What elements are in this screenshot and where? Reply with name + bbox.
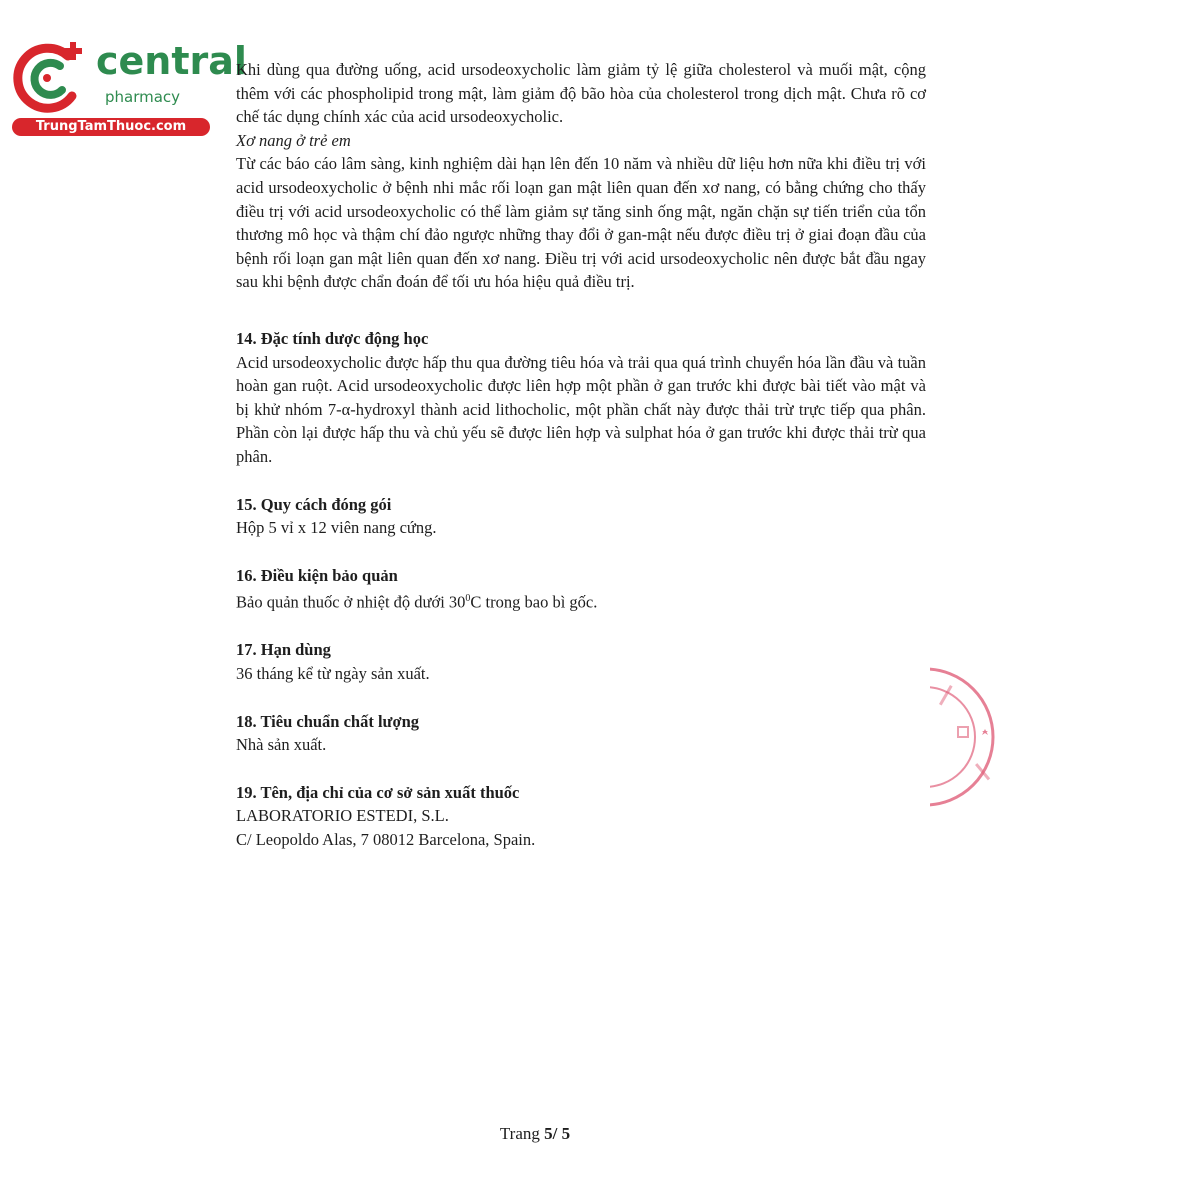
section-14 <box>236 327 926 469</box>
section-15-title: 15. Quy cách đóng gói <box>236 494 392 514</box>
logo-subtitle: pharmacy <box>105 88 181 106</box>
section-14-title: 14. Đặc tính dược động học <box>236 328 429 348</box>
manufacturer-address: C/ Leopoldo Alas, 7 08012 Barcelona, Spain. <box>236 829 536 849</box>
page-label: Trang <box>499 1124 545 1143</box>
cystic-fibrosis-paragraph: Từ các báo cáo lâm sàng, kinh nghiệm dài hạn lên đến 10 năm và nhiều dữ liệu hơn nữa khi điều trị với acid ursodeoxycholic ở bệnh nhi mắc rối loạn gan mật liên quan đến xơ nang, có bằng chứng cho thấy điều trị với acid ursodeoxycholic có thể làm giảm sự tăng sinh ống mật, ngăn chặn sự tiến triển của tổn thương mô học và thậm chí đảo ngược những thay đổi ở gan-mật nếu được điều trị ở giai đoạn đầu của bệnh rối loạn gan mật liên quan đến xơ nang. Điều trị với acid ursodeoxycholic nên được bắt đầu ngay sau khi bệnh được chẩn đoán để tối ưu hóa hiệu quả điều trị. <box>236 154 926 292</box>
section-16-body <box>236 587 926 614</box>
logo-website-badge: TrungTamThuoc.com <box>12 118 210 136</box>
red-stamp-icon <box>930 665 1000 810</box>
section-19-title: 19. Tên, địa chỉ của cơ sở sản xuất thuốc <box>236 782 520 802</box>
page-number: 5/ 5 <box>544 1124 571 1143</box>
section-18-title: 18. Tiêu chuẩn chất lượng <box>236 711 420 731</box>
section-17-body: 36 tháng kể từ ngày sản xuất. <box>236 663 430 683</box>
central-pharmacy-logo <box>10 38 247 138</box>
section-18-body: Nhà sản xuất. <box>236 735 327 755</box>
intro-paragraph: Khi dùng qua đường uống, acid ursodeoxycholic làm giảm tỷ lệ giữa cholesterol và muối mật, cộng thêm với các phospholipid trong mật, làm giảm độ bão hòa của cholesterol trong dịch mật. Chưa rõ cơ chế tác dụng chính xác của acid ursodeoxycholic. <box>236 60 926 127</box>
section-16-body-text: Bảo quản thuốc ở nhiệt độ dưới 30 <box>236 592 466 612</box>
section-19 <box>236 781 926 852</box>
logo-wordmark: central <box>96 39 247 83</box>
subheading-cystic-fibrosis: Xơ nang ở trẻ em <box>236 130 351 150</box>
section-14-body: Acid ursodeoxycholic được hấp thu qua đường tiêu hóa và trải qua quá trình chuyển hóa lần đầu và tuần hoàn gan ruột. Acid ursodeoxycholic được liên hợp một phần ở gan trước khi được bài tiết vào mật và bị khử nhóm 7-α-hydroxyl thành acid lithocholic, một phần chất này được thải trừ trực tiếp qua phân. Phần còn lại được hấp thu và chủ yếu sẽ được liên hợp và sulphat hóa ở gan trước khi được thải trừ qua phân. <box>236 352 926 466</box>
section-16 <box>236 564 926 615</box>
section-15 <box>236 493 926 540</box>
section-15-body: Hộp 5 vỉ x 12 viên nang cứng. <box>236 518 437 538</box>
central-pharmacy-logo-icon <box>10 38 90 118</box>
manufacturer-name: LABORATORIO ESTEDI, S.L. <box>236 806 449 826</box>
section-16-title: 16. Điều kiện bảo quản <box>236 565 398 585</box>
document-body <box>236 58 926 852</box>
section-17 <box>236 638 926 685</box>
page-footer <box>0 1124 1070 1144</box>
section-17-title: 17. Hạn dùng <box>236 640 331 660</box>
degree-superscript: 0 <box>465 593 471 605</box>
section-18 <box>236 710 926 757</box>
section-16-body-unit: C trong bao bì gốc. <box>470 592 598 612</box>
